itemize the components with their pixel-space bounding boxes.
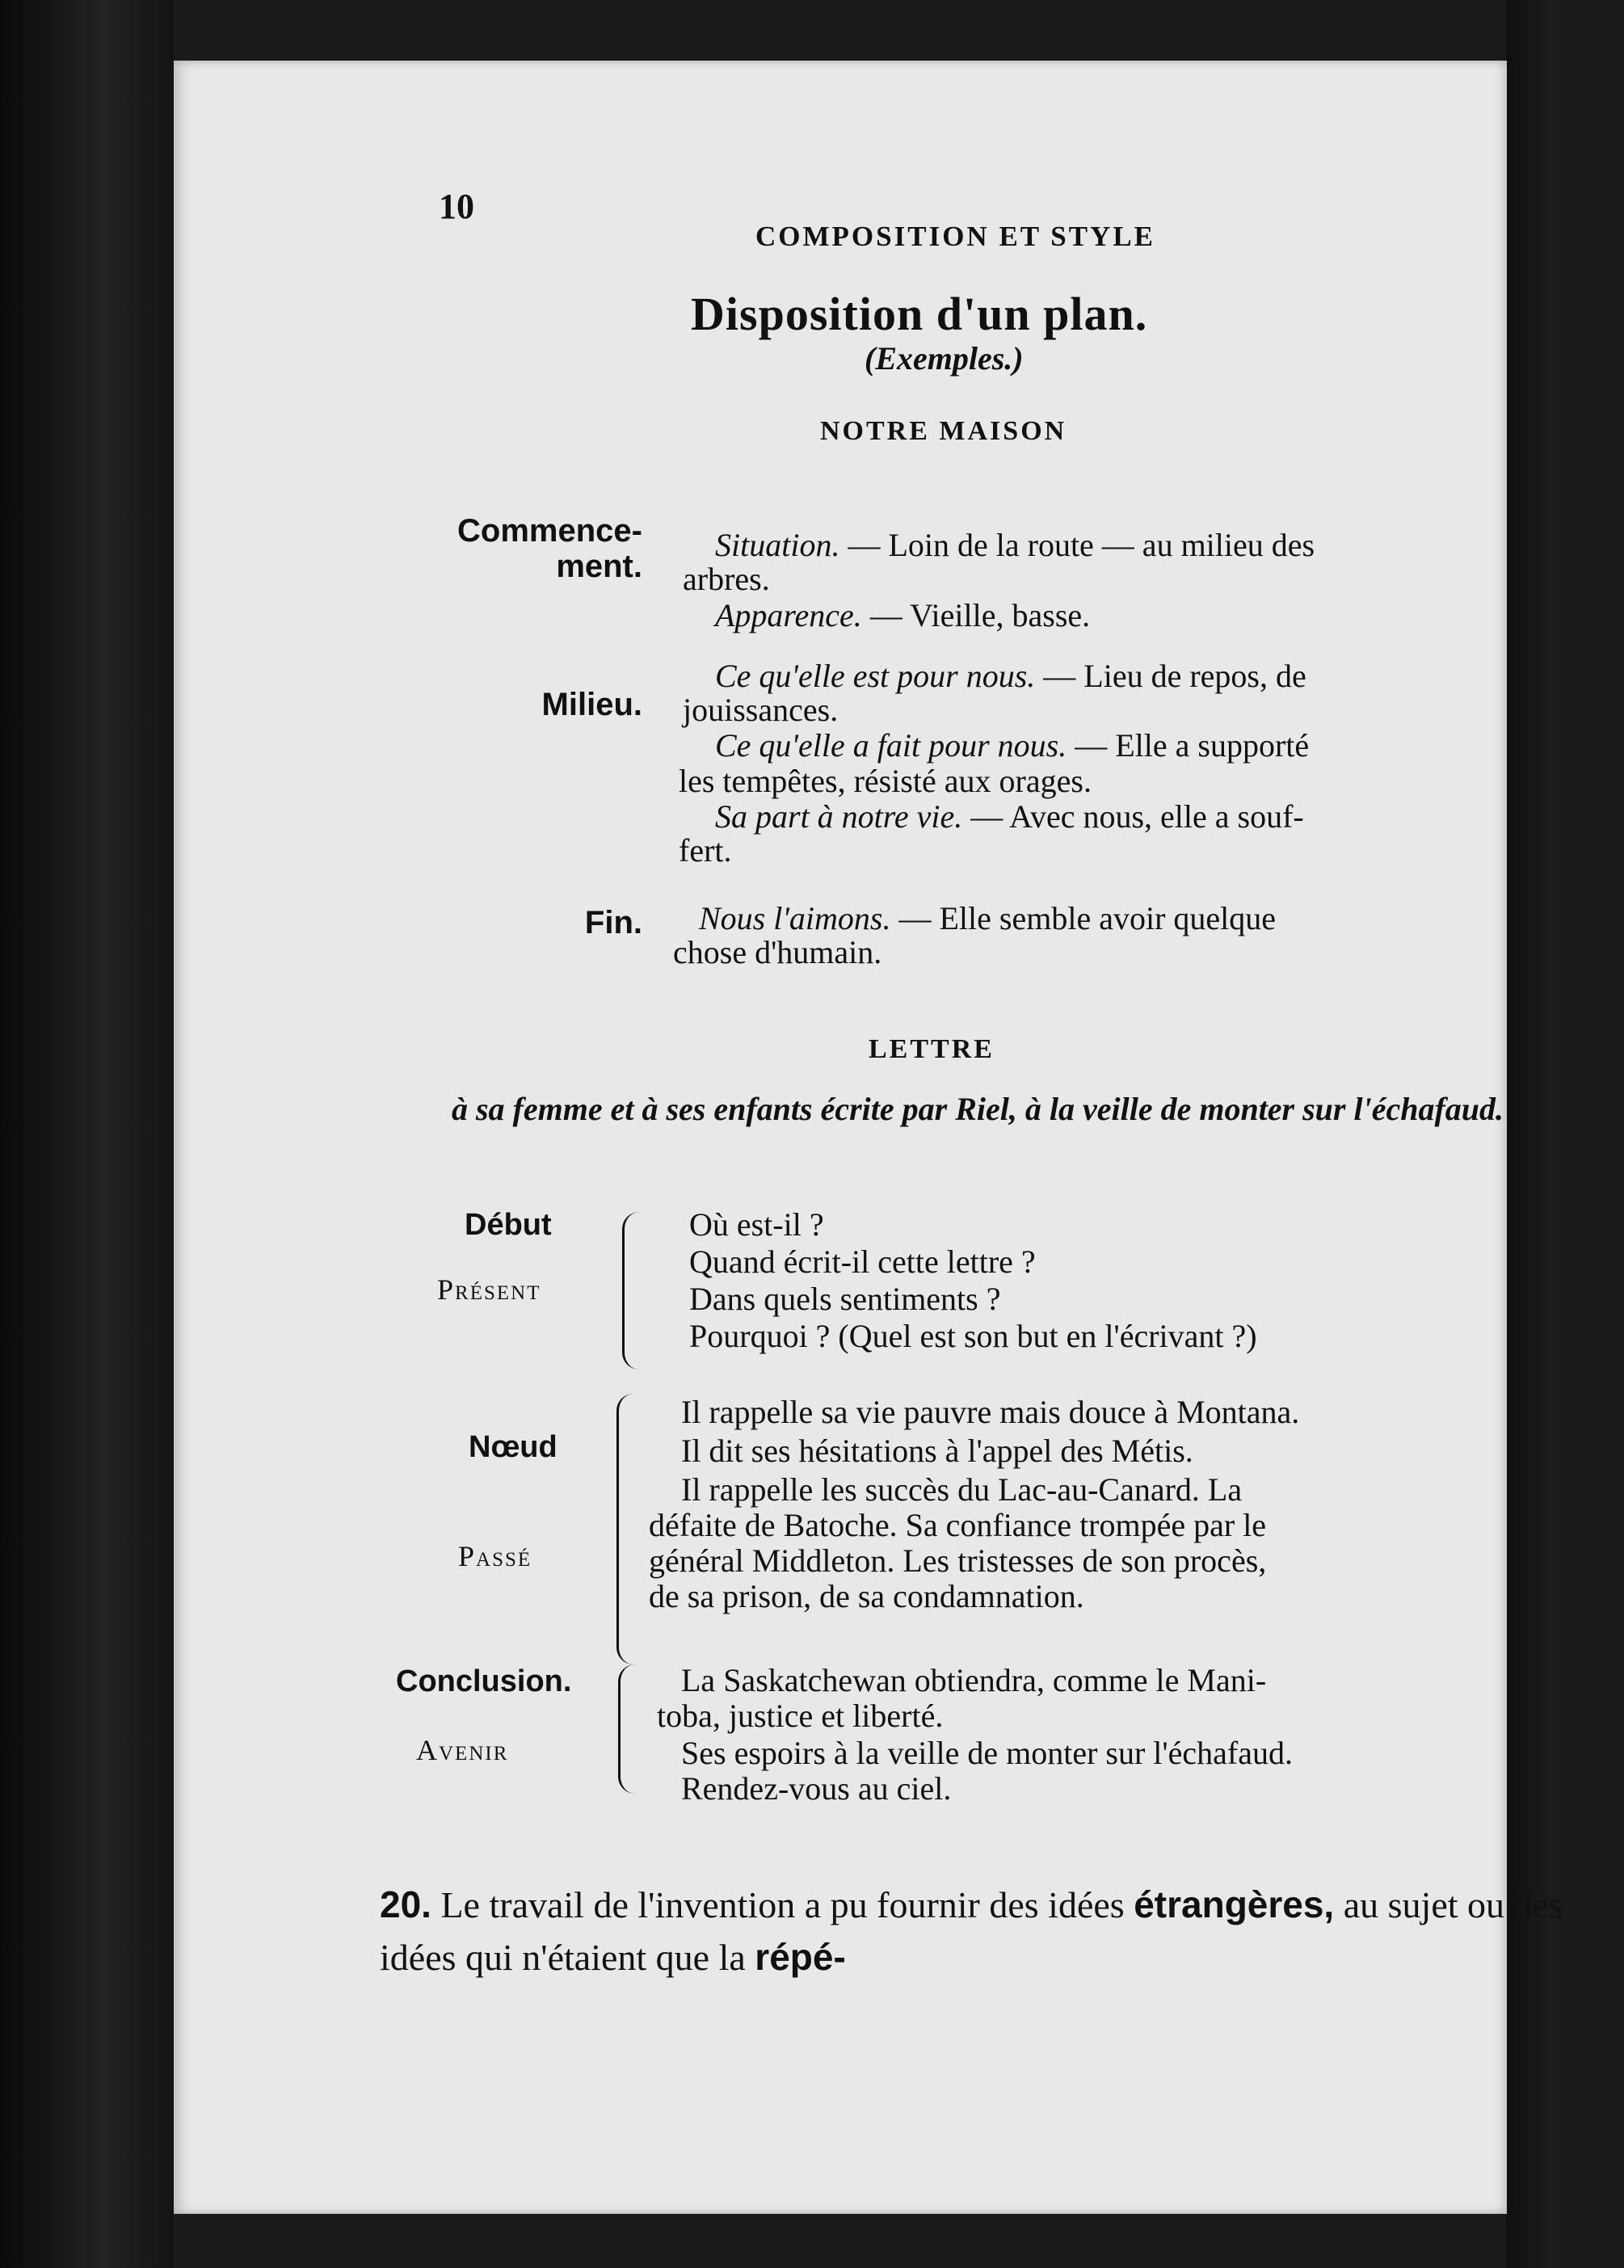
label-commencement-line-1: Commence- xyxy=(457,513,642,549)
conclusion-item: Rendez-vous au ciel. xyxy=(681,1770,952,1807)
tense-present: Présent xyxy=(437,1273,541,1306)
debut-item: Où est-il ? xyxy=(689,1206,824,1243)
page-number: 10 xyxy=(439,187,474,226)
paragraph-number: 20. xyxy=(380,1883,431,1925)
conclusion-item: toba, justice et liberté. xyxy=(657,1698,944,1734)
tense-passe: Passé xyxy=(458,1540,532,1572)
commencement-line-3: Apparence. — Vieille, basse. xyxy=(715,597,1091,633)
noeud-item: général Middleton. Les tristesses de son procès, xyxy=(649,1542,1267,1579)
noeud-item: Il rappelle les succès du Lac-au-Canard. La xyxy=(681,1471,1243,1508)
scan-left-edge xyxy=(0,0,174,2268)
commencement-line-1: Situation. — Loin de la route — au milieu des xyxy=(715,527,1315,563)
brace-debut xyxy=(622,1212,639,1370)
paragraph-20: 20. Le travail de l'invention a pu fournir des idées étrangères, au sujet ou des idées qui n'étaient que la répé- xyxy=(380,1883,1563,1978)
section-title: Disposition d'un plan. xyxy=(691,288,1148,340)
label-milieu: Milieu. xyxy=(541,687,642,722)
milieu-line-4: les tempêtes, résisté aux orages. xyxy=(679,763,1092,799)
milieu-line-3: Ce qu'elle a fait pour nous. — Elle a supporté xyxy=(715,727,1310,764)
tense-avenir: Avenir xyxy=(416,1734,509,1766)
milieu-line-6: fert. xyxy=(679,832,732,869)
noeud-item: Il rappelle sa vie pauvre mais douce à Montana. xyxy=(681,1394,1300,1430)
brace-noeud xyxy=(616,1394,633,1664)
fin-line-1: Nous l'aimons. — Elle semble avoir quelque xyxy=(699,900,1277,936)
conclusion-item: La Saskatchewan obtiendra, comme le Mani- xyxy=(681,1662,1267,1698)
milieu-line-1: Ce qu'elle est pour nous. — Lieu de repos, de xyxy=(715,658,1306,694)
noeud-item: défaite de Batoche. Sa confiance trompée par le xyxy=(649,1507,1267,1543)
label-commencement xyxy=(440,513,642,584)
milieu-line-5: Sa part à notre vie. — Avec nous, elle a souf- xyxy=(715,798,1304,835)
book-page xyxy=(174,61,1563,2214)
debut-item: Quand écrit-il cette lettre ? xyxy=(689,1243,1036,1280)
fin-line-2: chose d'humain. xyxy=(673,934,882,970)
debut-item: Dans quels sentiments ? xyxy=(689,1281,1001,1317)
example-heading-maison: NOTRE MAISON xyxy=(820,416,1067,446)
label-commencement-line-2: ment. xyxy=(556,549,642,584)
brace-conclusion xyxy=(618,1664,635,1794)
section-subtitle: (Exemples.) xyxy=(865,340,1024,377)
label-debut: Début xyxy=(465,1208,552,1242)
conclusion-item: Ses espoirs à la veille de monter sur l'échafaud. xyxy=(681,1735,1293,1771)
commencement-line-2: arbres. xyxy=(683,561,770,597)
example-heading-lettre: LETTRE xyxy=(869,1034,995,1064)
running-title: COMPOSITION ET STYLE xyxy=(755,221,1156,252)
noeud-item: Il dit ses hésitations à l'appel des Métis. xyxy=(681,1433,1193,1469)
milieu-line-2: jouissances. xyxy=(683,692,839,728)
label-conclusion: Conclusion. xyxy=(396,1664,572,1698)
label-noeud: Nœud xyxy=(469,1430,557,1464)
lettre-rubric: à sa femme et à ses enfants écrite par Riel, à la veille de monter sur l'échafaud. xyxy=(451,1091,1504,1127)
noeud-item: de sa prison, de sa condamnation. xyxy=(649,1578,1084,1614)
debut-item: Pourquoi ? (Quel est son but en l'écrivant ?) xyxy=(689,1318,1257,1354)
label-fin: Fin. xyxy=(584,905,642,940)
